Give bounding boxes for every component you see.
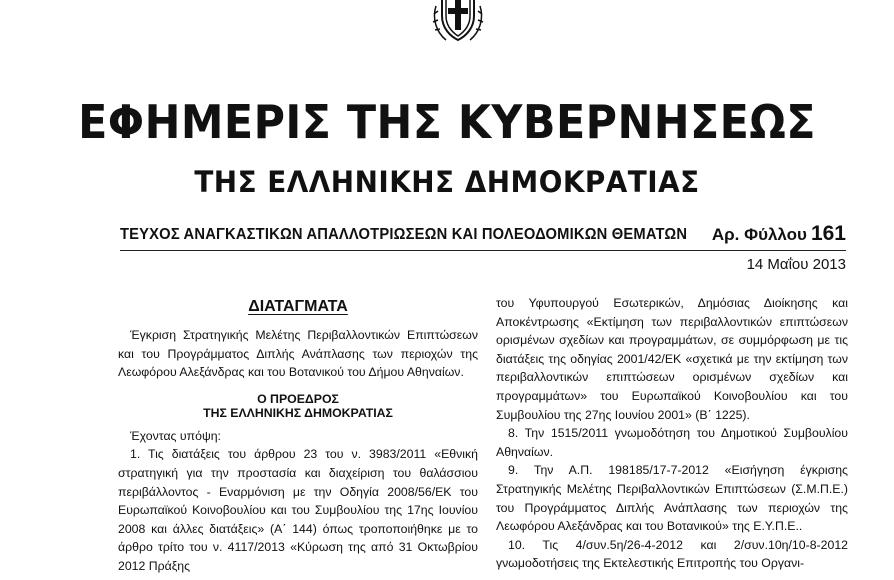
list-item-9: 9. Την Α.Π. 198185/17-7-2012 «Εισήγηση έγκρισης Στρατηγικής Μελέτης Περιβαλλοντικών Επιπτώσεων (Σ.Μ.Π.Ε.) του Προγράμματος Διπλής Ανάπλασης των περιοχών της Λεωφόρου Αλεξάνδρας και του Βοτανικού» της Ε.Υ.Π.Ε..	[496, 463, 848, 534]
list-item-10: 10. Τις 4/συν.5η/26-4-2012 και 2/συν.10η/10-8-2012 γνωμοδοτήσεις της Εκτελεστικής Επιτροπής του Οργανι-	[496, 537, 848, 571]
newspaper-subtitle: ΤΗΣ ΕΛΛΗΝΙΚΗΣ ΔΗΜΟΚΡΑΤΙΑΣ	[194, 165, 700, 199]
right-column	[496, 294, 848, 573]
list-item-1: 1. Τις διατάξεις του άρθρου 23 του ν. 3983/2011 «Εθνική στρατηγική για την προστασία και διαχείριση του θαλάσσιου περιβάλλοντος - Εναρμόνιση με την Οδηγία 2008/56/ΕΚ του Ευρωπαϊκού Κοινοβουλίου και του Συμβουλίου της 17ης Ιουνίου 2008 και άλλες διατάξεις» (Α΄ 144) όπως τροποποιήθηκε με το άρθρο τρίτο του ν. 4117/2013 «Κύρωση της από 31 Οκτωβρίου 2012 Πράξης	[118, 447, 478, 573]
considering-label: Έχοντας υπόψη:	[130, 428, 221, 443]
sheet-number-block	[712, 222, 846, 246]
issue-bar	[120, 222, 846, 251]
greek-coat-of-arms-icon	[432, 0, 484, 44]
continuation-text: του Υφυπουργού Εσωτερικών, Δημόσιας Διοίκησης και Αποκέντρωσης «Εκτίμηση των περιβαλλοντικών επιπτώσεων ορισμένων σχεδίων και προγραμμάτων, σε συμμόρφωση με τις διατάξεις της οδηγίας 2001/42/ΕΚ «σχετικά με την εκτίμηση των περιβαλλοντικών επιπτώσεων ορισμένων σχεδίων και προγραμμάτων» του Ευρωπαϊκού Κοινοβουλίου και του Συμβουλίου της 27ης Ιουνίου 2001» (Β΄ 1225).	[496, 296, 848, 422]
document-title: Έγκριση Στρατηγικής Μελέτης Περιβαλλοντικών Επιπτώσεων και του Προγράμματος Διπλής Ανάπλασης των περιοχών της Λεωφόρου Αλεξάνδρας και του Βοτανικού του Δήμου Αθηναίων.	[118, 328, 478, 380]
sheet-number: 161	[810, 222, 846, 245]
president-heading-line2: ΤΗΣ ΕΛΛΗΝΙΚΗΣ ΔΗΜΟΚΡΑΤΙΑΣ	[203, 406, 393, 421]
president-heading-line1: Ο ΠΡΟΕΔΡΟΣ	[257, 391, 339, 406]
issue-series-title: ΤΕΥΧΟΣ ΑΝΑΓΚΑΣΤΙΚΩΝ ΑΠΑΛΛΟΤΡΙΩΣΕΩΝ ΚΑΙ ΠΟΛΕΟΔΟΜΙΚΩΝ ΘΕΜΑΤΩΝ	[120, 226, 688, 243]
newspaper-title: ΕΦΗΜΕΡΙΣ ΤΗΣ ΚΥΒΕΡΝΗΣΕΩΣ	[78, 95, 816, 149]
section-heading: ΔΙΑΤΑΓΜΑΤΑ	[248, 298, 348, 315]
list-item-8: 8. Την 1515/2011 γνωμοδότηση του Δημοτικού Συμβουλίου Αθηναίων.	[496, 426, 848, 459]
sheet-number-label: Αρ. Φύλλου	[711, 225, 807, 244]
left-column	[118, 296, 478, 576]
publication-date: 14 Μαΐου 2013	[746, 256, 846, 273]
